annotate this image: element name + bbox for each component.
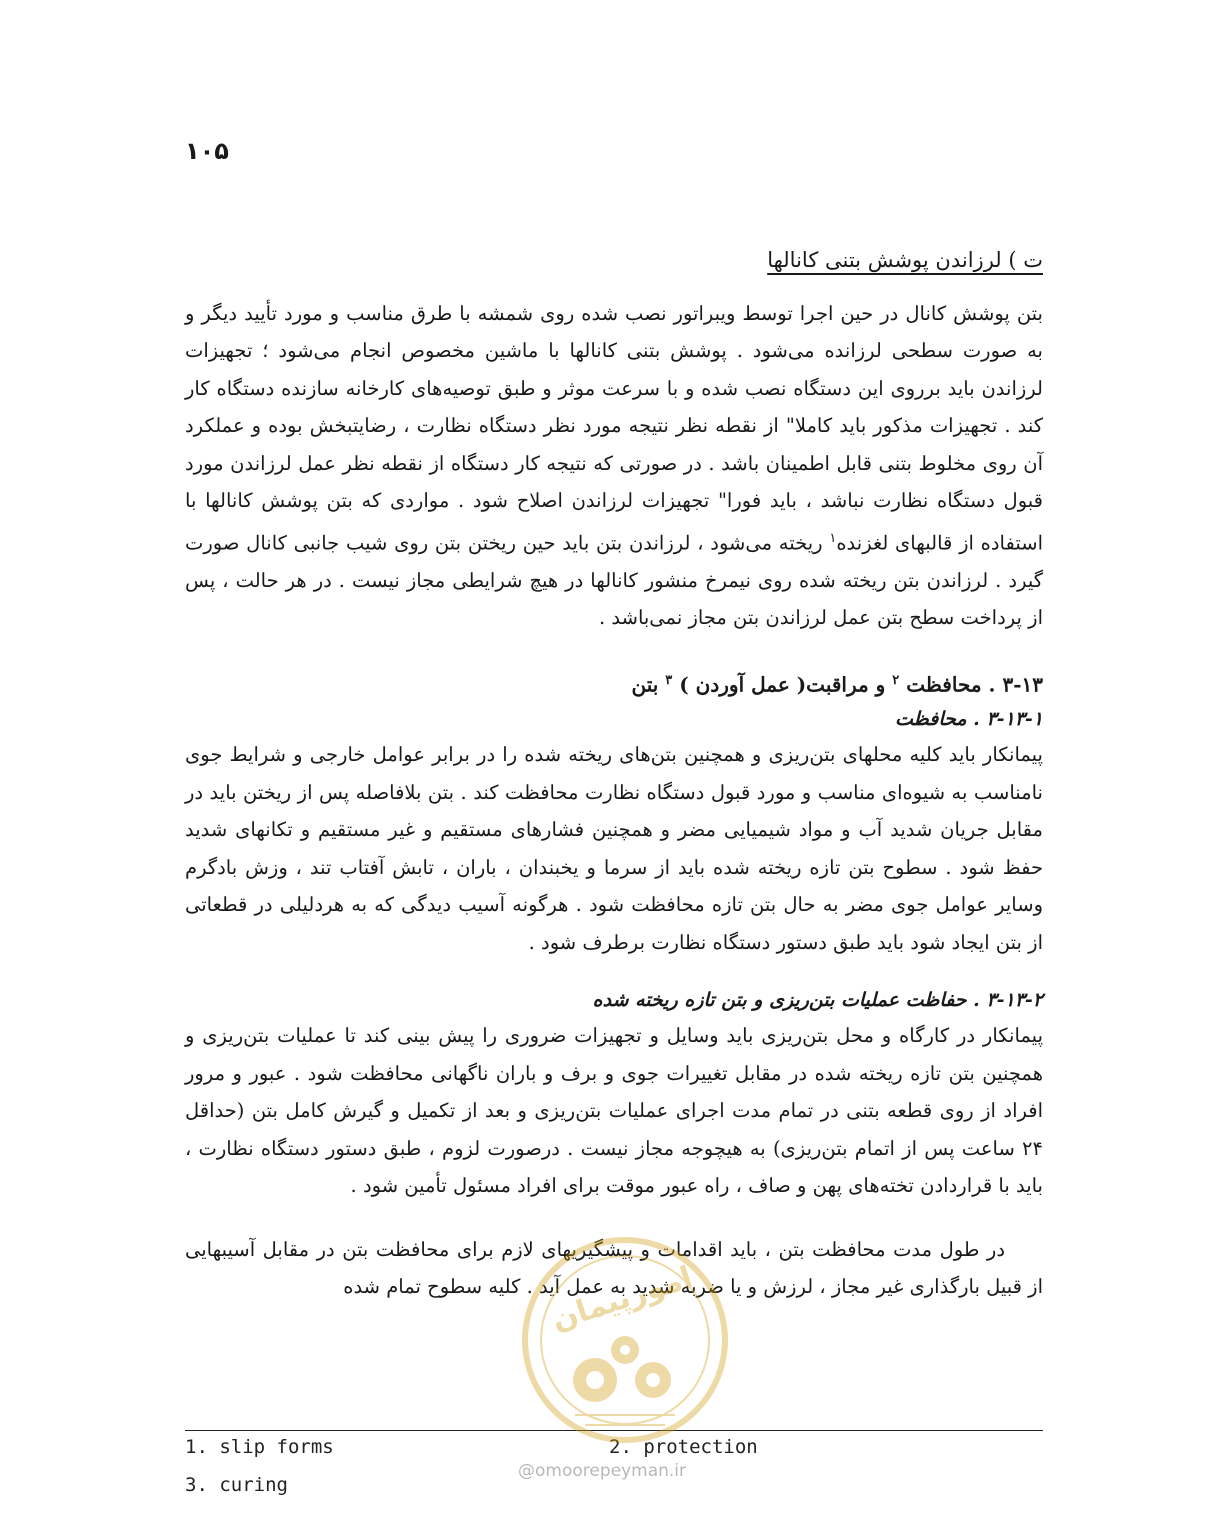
footnote-ref-1: ۱ — [829, 530, 837, 546]
footnote-1: 1. slip forms — [185, 1436, 334, 1458]
heading-text-part2: و مراقبت( عمل آوردن ) — [679, 672, 893, 697]
heading-text-part3: بتن — [631, 672, 666, 697]
paragraph-protection-period: در طول مدت محافظت بتن ، باید اقدامات و پیشگیریهای لازم برای محافظت بتن در مقابل آسیبهایی از قبیل بارگذاری غیر مجاز ، لرزش و یا ضربه شدید به عمل آید . کلیه سطوح تمام شده — [185, 1237, 1043, 1299]
page-number: ۱۰۵ — [185, 137, 229, 165]
paragraph-text-cont: ریخته می‌شود ، لرزاندن بتن باید حین ریختن بتن روی شیب جانبی کانال صورت گیرد . لرزاندن بتن ریخته شده روی نیمرخ منشور کانالها در هیچ شرایطی مجاز نیست . در هر حالت ، پس از پرداخت سطح بتن عمل لرزاندن بتن مجاز نمی‌باشد . — [185, 531, 1043, 629]
paragraph-text: بتن پوشش کانال در حین اجرا توسط ویبراتور نصب شده روی شمشه با طرق مناسب و مورد تأیید دیگر و به صورت سطحی لرزانده می‌شود . پوشش بتنی کانالها با ماشین مخصوص انجام می‌شود ؛ تجهیزات لرزاندن باید برروی این دستگاه نصب شده و با سرعت موثر و طبق توصیه‌های کارخانه سازنده دستگاه کار کند . تجهیزات مذکور باید کاملا" از نقطه نظر نتیجه مورد نظر دستگاه نظارت ، رضایتبخش بوده و عملکرد آن روی مخلوط بتنی قابل اطمینان باشد . در صورتی که نتیجه کار دستگاه از نقطه نظر عمل لرزاندن مورد قبول دستگاه نظارت نباشد ، باید فورا" تجهیزات لرزاندن اصلاح شود . مواردی که بتن پوشش کانالها با استفاده از قالبهای لغزنده — [185, 301, 1044, 554]
heading-text-part1: ۳-۱۳ . محافظت — [906, 672, 1043, 697]
footnote-divider — [185, 1430, 1043, 1431]
svg-text:امورپیمان: امورپیمان — [547, 1259, 697, 1339]
section-heading-protection-curing — [185, 663, 1043, 703]
footnote-ref-2: ۲ — [892, 672, 900, 688]
paragraph-protection: پیمانکار باید کلیه محلهای بتن‌ریزی و همچنین بتن‌های ریخته شده را در برابر عوامل خارجی و شرایط جوی نامناسب به شیوه‌ای مناسب و مورد قبول دستگاه نظارت محافظت کند . بتن بلافاصله پس از ریختن باید در مقابل جریان شدید آب و مواد شیمیایی مضر و همچنین فشارهای مستقیم و غیر مستقیم و تکانهای شدید حفظ شود . سطوح بتن تازه ریخته شده باید از سرما و یخبندان ، باران ، تابش آفتاب تند ، وزش بادگرم وسایر عوامل جوی مضر به حال بتن تازه محافظت شود . هرگونه آسیب دیدگی که به هردلیلی در قطعاتی از بتن ایجاد شود باید طبق دستور دستگاه نظارت برطرف شود . — [185, 743, 1043, 954]
section-title-vibration: ت ) لرزاندن پوشش بتنی کانالها — [767, 248, 1043, 272]
watermark-url: @omoorepeyman.ir — [518, 1461, 687, 1481]
paragraph-vibration — [185, 295, 1043, 637]
subheading-concreting-protection: ۳-۱۳-۲ . حفاظت عملیات بتن‌ریزی و بتن تازه ریخته شده — [592, 989, 1043, 1012]
footnote-ref-3: ۳ — [665, 672, 673, 688]
footnote-2: 2. protection — [609, 1436, 758, 1458]
subheading-protection: ۳-۱۳-۱ . محافظت — [895, 708, 1043, 731]
paragraph-concreting-protection: پیمانکار در کارگاه و محل بتن‌ریزی باید وسایل و تجهیزات ضروری را پیش بینی کند تا عملیات بتن‌ریزی و همچنین بتن تازه ریخته شده در مقابل تغییرات جوی و برف و باران ناگهانی محافظت شود . عبور و مرور افراد از روی قطعه بتنی در تمام مدت اجرای عملیات بتن‌ریزی و بعد از تکمیل و گیرش کامل بتن (حداقل ۲۴ ساعت پس از اتمام بتن‌ریزی) به هیچوجه مجاز نیست . درصورت لزوم ، طبق دستور دستگاه نظارت ، باید با قراردادن تخته‌های پهن و صاف ، راه عبور موقت برای افراد مسئول تأمین شود . — [185, 1024, 1043, 1198]
document-body — [185, 245, 1043, 1306]
footnote-3: 3. curing — [185, 1474, 288, 1496]
